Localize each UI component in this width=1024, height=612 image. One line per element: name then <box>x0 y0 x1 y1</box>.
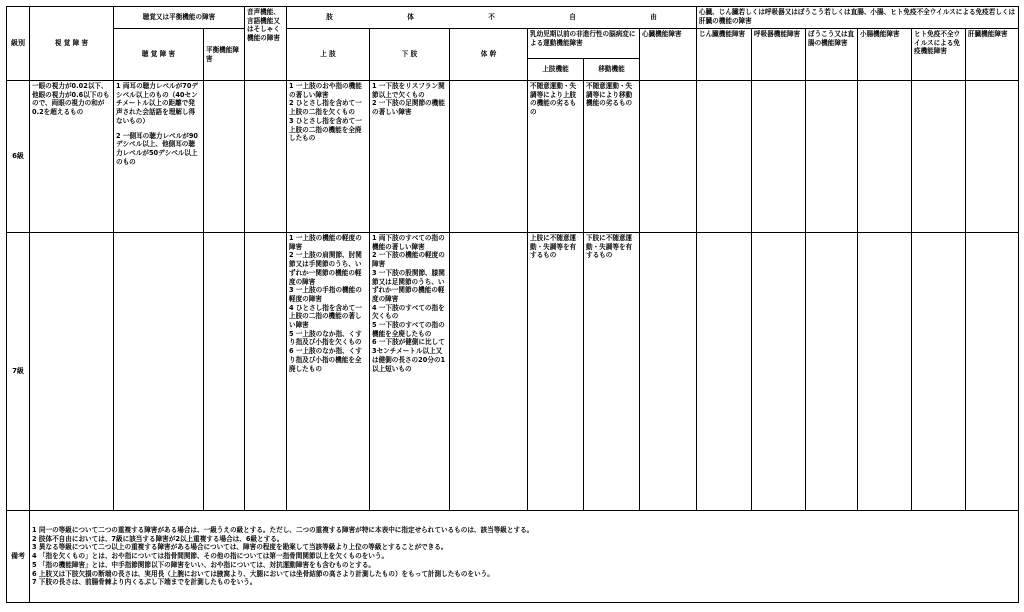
limb-char-4: 自 <box>569 13 576 22</box>
grade7-intestine <box>858 233 912 511</box>
grade6-infant-move <box>584 81 640 233</box>
note-item: 5 「指の機能障害」とは、中手指節関節以下の障害をいい、おや指については、対抗運動障害をも含むものとする。 <box>32 560 376 569</box>
header-infant-upper: 上肢機能 <box>528 59 584 81</box>
grade6-speech <box>245 81 287 233</box>
grade7-lower-item: 6 一下肢が健側に比して3センチメートル以上又は健側の長さの20分の1以上短いもの <box>372 338 446 373</box>
notes-body <box>30 511 1019 603</box>
header-intestine: 小腸機能障害 <box>858 29 912 81</box>
grade7-upper-item: 4 ひとさし指を含めて一上肢の二指の機能の著しい障害 <box>289 303 362 330</box>
grade7-upper <box>287 233 370 511</box>
note-item: 1 同一の等級について二つの重複する障害がある場合は、一級うえの級とする。ただし、二つの重複する障害が特に本表中に指定せられているものは、該当等級とする。 <box>32 526 534 535</box>
header-vision: 視 覚 障 害 <box>30 7 114 81</box>
grade6-trunk <box>450 81 528 233</box>
grade7-upper-item: 1 一上肢の機能の軽度の障害 <box>289 234 362 251</box>
header-bladder: ぼうこう又は直腸の機能障害 <box>806 29 858 81</box>
grade6-respiratory <box>752 81 806 233</box>
grade7-heart <box>640 233 697 511</box>
grade7-hearing <box>114 233 204 511</box>
header-lower-limb: 下 肢 <box>370 29 450 81</box>
header-balance: 平衡機能障害 <box>204 29 245 81</box>
header-limb-group <box>287 7 697 29</box>
grade6-intestine <box>858 81 912 233</box>
limb-char-1: 肢 <box>326 13 333 22</box>
grade6-balance <box>204 81 245 233</box>
grade6-upper-item: 1 一上肢のおや指の機能の著しい障害 <box>289 82 362 99</box>
header-internal-group: 心臓、じん臓若しくは呼吸器又はぼうこう若しくは直腸、小腸、ヒト免疫不全ウイルスによる免疫若しくは肝臓の機能の障害 <box>697 7 1019 29</box>
grade6-lower-item: 1 一下肢をリスフラン関節以上で欠くもの <box>372 82 445 99</box>
grade7-kidney <box>697 233 752 511</box>
grade7-infant-upper-item: 上肢に不随意運動・失調等を有するもの <box>530 234 577 260</box>
limb-char-3: 不 <box>488 13 495 22</box>
grade6-heart <box>640 81 697 233</box>
grade7-liver <box>966 233 1019 511</box>
grade7-speech <box>245 233 287 511</box>
header-hiv: ヒト免疫不全ウイルスによる免疫機能障害 <box>912 29 966 81</box>
header-grade: 級別 <box>7 7 30 81</box>
notes-label: 備考 <box>7 511 30 603</box>
grade7-upper-item: 5 一上肢のなか指、くすり指及び小指を欠くもの <box>289 329 362 347</box>
note-item: 3 異なる等級について二つ以上の重複する障害がある場合については、障害の程度を勘案して当該等級より上位の等級とすることができる。 <box>32 543 448 552</box>
header-heart: 心臓機能障害 <box>640 29 697 81</box>
note-item: 2 肢体不自由においては、7級に該当する障害が2以上重複する場合は、6級とする。 <box>32 534 284 543</box>
grade7-lower-item: 2 一下肢の機能の軽度の障害 <box>372 251 445 269</box>
grade7-lower-item: 5 一下肢のすべての指の機能を全廃したもの <box>372 321 445 338</box>
grade7-upper-item: 6 一上肢のなか指、くすり指及び小指の機能を全廃したもの <box>289 347 362 373</box>
grade6-hiv <box>912 81 966 233</box>
limb-char-2: 体 <box>407 13 414 22</box>
grade6-infant-upper-item: 不随意運動・失調等により上肢の機能の劣るもの <box>530 82 577 117</box>
grade7-lower-item: 3 一下肢の股関節、膝関節又は足関節のうち、いずれか一関節の機能の軽度の障害 <box>372 268 445 303</box>
grade7-balance <box>204 233 245 511</box>
row-grade-7: 7級 <box>7 233 30 511</box>
disability-grade-table <box>6 6 1019 603</box>
row-grade-6: 6級 <box>7 81 30 233</box>
grade6-hearing <box>114 81 204 233</box>
note-item: 4 「指を欠くもの」とは、おや指については指骨間関節、その他の指については第一指骨間関節以上を欠くものをいう。 <box>32 552 389 561</box>
grade7-hiv <box>912 233 966 511</box>
grade6-lower-item: 2 一下肢の足関節の機能の著しい障害 <box>372 99 445 117</box>
grade6-hearing-item: 2 一側耳の聴力レベルが90デシベル以上、他側耳の聴力レベルが50デシベル以上のもの <box>116 131 198 166</box>
grade7-bladder <box>806 233 858 511</box>
grade7-respiratory <box>752 233 806 511</box>
header-liver: 肝臓機能障害 <box>966 29 1019 81</box>
grade6-infant-move-item: 不随意運動・失調等により移動機能の劣るもの <box>586 82 633 108</box>
grade6-upper-item: 3 ひとさし指を含めて一上肢の二指の機能を全廃したもの <box>289 116 362 143</box>
grade6-lower <box>370 81 450 233</box>
header-kidney: じん臓機能障害 <box>697 29 752 81</box>
grade6-bladder <box>806 81 858 233</box>
grade6-upper <box>287 81 370 233</box>
header-upper-limb: 上 肢 <box>287 29 370 81</box>
grade7-upper-item: 2 一上肢の肩関節、肘関節又は手関節のうち、いずれか一関節の機能の軽度の障害 <box>289 251 362 286</box>
grade6-kidney <box>697 81 752 233</box>
grade7-upper-item: 3 一上肢の手指の機能の軽度の障害 <box>289 286 362 303</box>
grade7-trunk <box>450 233 528 511</box>
grade7-infant-move-item: 下肢に不随意運動・失調等を有するもの <box>586 234 633 260</box>
grade6-hearing-item: 1 両耳の聴力レベルが70デシベル以上のもの（40センチメートル以上の距離で発声された会話語を理解し得ないもの） <box>116 82 198 125</box>
grade7-lower <box>370 233 450 511</box>
header-respiratory: 呼吸器機能障害 <box>752 29 806 81</box>
header-infant-group: 乳幼児期以前の非進行性の脳病変による運動機能障害 <box>528 29 640 59</box>
grade6-liver <box>966 81 1019 233</box>
disability-grade-table-wrapper <box>6 6 1018 603</box>
limb-char-5: 由 <box>650 13 657 22</box>
grade7-vision <box>30 233 114 511</box>
header-hearing: 聴 覚 障 害 <box>114 29 204 81</box>
grade7-lower-item: 1 両下肢のすべての指の機能の著しい障害 <box>372 234 445 251</box>
grade7-lower-item: 4 一下肢のすべての指を欠くもの <box>372 303 445 321</box>
header-speech: 音声機能、言語機能又はそしゃく機能の障害 <box>245 7 287 81</box>
header-hearing-balance-group: 聴覚又は平衡機能の障害 <box>114 7 245 29</box>
header-trunk: 体 幹 <box>450 29 528 81</box>
grade6-infant-upper <box>528 81 584 233</box>
grade6-vision <box>30 81 114 233</box>
grade7-infant-upper <box>528 233 584 511</box>
grade6-upper-item: 2 ひとさし指を含めて一上肢の二指を欠くもの <box>289 99 362 117</box>
grade6-vision-item: 一眼の視力が0.02以下、他眼の視力が0.6以下のもので、両眼の視力の和が 0.2を超えるもの <box>32 82 110 117</box>
note-item: 7 下肢の長さは、前腸骨棘より内くるぶし下端までを計測したものをいう。 <box>32 578 257 587</box>
grade7-infant-move <box>584 233 640 511</box>
header-infant-move: 移動機能 <box>584 59 640 81</box>
note-item: 6 上肢又は下肢欠損の断端の長さは、実用長（上腕においては腋窩より、大腿においては坐骨結節の高さより計測したもの）をもって計測したものをいう。 <box>32 569 494 578</box>
